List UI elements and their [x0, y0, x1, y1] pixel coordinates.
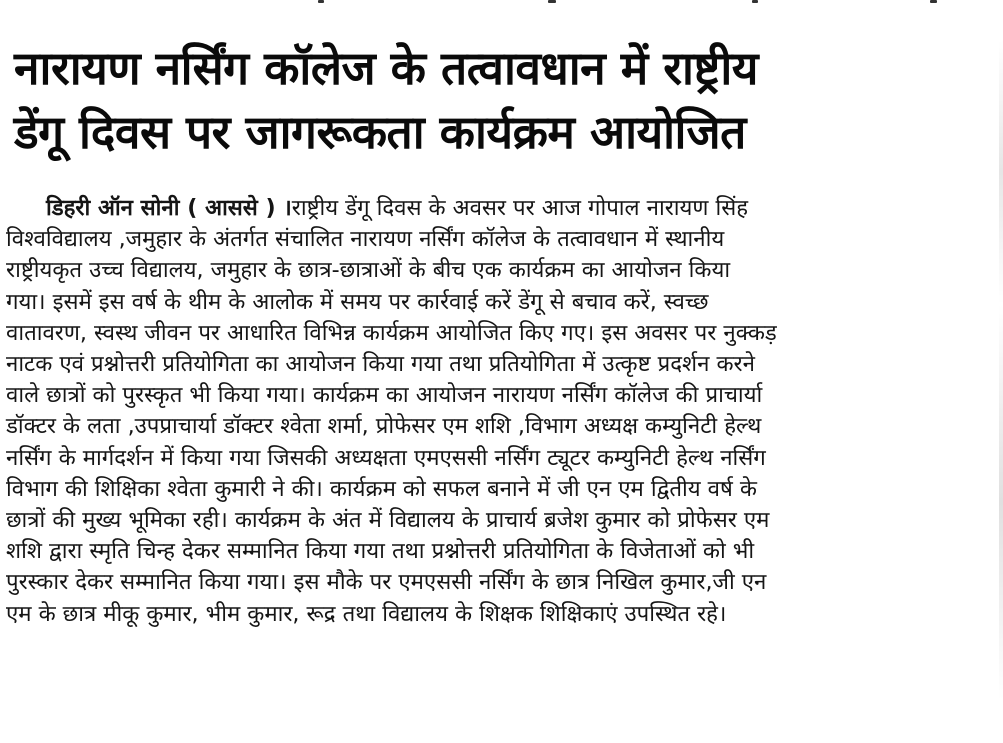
- body-line-1: [6, 193, 974, 224]
- print-speck: [318, 0, 324, 3]
- adjacent-column-edge: [999, 40, 1003, 700]
- body-line: पुरस्कार देकर सम्मानित किया गया। इस मौके पर एमएससी नर्सिंग के छात्र निखिल कुमार,जी एन: [6, 569, 767, 596]
- body-line: वाले छात्रों को पुरस्कृत भी किया गया। कार्यक्रम का आयोजन नारायण नर्सिंग कॉलेज की प्राचार्या: [6, 382, 763, 409]
- body-line: वातावरण, स्वस्थ जीवन पर आधारित विभिन्न कार्यक्रम आयोजित किए गए। इस अवसर पर नुक्कड़: [6, 319, 777, 346]
- print-speck: [752, 0, 758, 3]
- print-speck: [548, 0, 556, 3]
- body-line: गया। इसमें इस वर्ष के थीम के आलोक में समय पर कार्रवाई करें डेंगू से बचाव करें, स्वच्छ: [6, 288, 709, 315]
- body-line: राष्ट्रीयकृत उच्च विद्यालय, जमुहार के छात्र-छात्राओं के बीच एक कार्यक्रम का आयोजन किया: [6, 257, 731, 284]
- body-line: विश्वविद्यालय ,जमुहार के अंतर्गत संचालित नारायण नर्सिंग कॉलेज के तत्वावधान में स्थानीय: [6, 226, 725, 253]
- headline-line-2: डेंगू दिवस पर जागरूकता कार्यक्रम आयोजित: [14, 105, 746, 159]
- body-line: एम के छात्र मीकू कुमार, भीम कुमार, रूद्र तथा विद्यालय के शिक्षक शिक्षिकाएं उपस्थित रहे।: [6, 600, 727, 627]
- article-body: [6, 193, 974, 630]
- body-line: नर्सिंग के मार्गदर्शन में किया गया जिसकी अध्यक्षता एमएससी नर्सिंग ट्यूटर कम्युनिटी हेल्थ नर्सिंग: [6, 444, 766, 471]
- headline-line-1: नारायण नर्सिंग कॉलेज के तत्वावधान में राष्ट्रीय: [14, 41, 758, 95]
- article-headline: [14, 36, 969, 164]
- dateline: डिहरी ऑन सोनी ( आससे ) ।: [46, 195, 292, 221]
- first-line-text: राष्ट्रीय डेंगू दिवस के अवसर पर आज गोपाल नारायण सिंह: [291, 195, 749, 221]
- print-speck: [930, 0, 937, 3]
- body-line: छात्रों की मुख्य भूमिका रही। कार्यक्रम के अंत में विद्यालय के प्राचार्य ब्रजेश कुमार को प्रोफेसर एम: [6, 507, 770, 534]
- body-line: विभाग की शिक्षिका श्वेता कुमारी ने की। कार्यक्रम को सफल बनाने में जी एन एम द्वितीय वर्ष के: [6, 475, 757, 502]
- body-line: डॉक्टर के लता ,उपप्राचार्या डॉक्टर श्वेता शर्मा, प्रोफेसर एम शशि ,विभाग अध्यक्ष कम्युनिटी हेल्थ: [6, 413, 762, 440]
- body-line: शशि द्वारा स्मृति चिन्ह देकर सम्मानित किया गया तथा प्रश्नोत्तरी प्रतियोगिता के विजेताओं को भी: [6, 538, 755, 565]
- body-line: नाटक एवं प्रश्नोत्तरी प्रतियोगिता का आयोजन किया गया तथा प्रतियोगिता में उत्कृष्ट प्रदर्शन करने: [6, 351, 755, 378]
